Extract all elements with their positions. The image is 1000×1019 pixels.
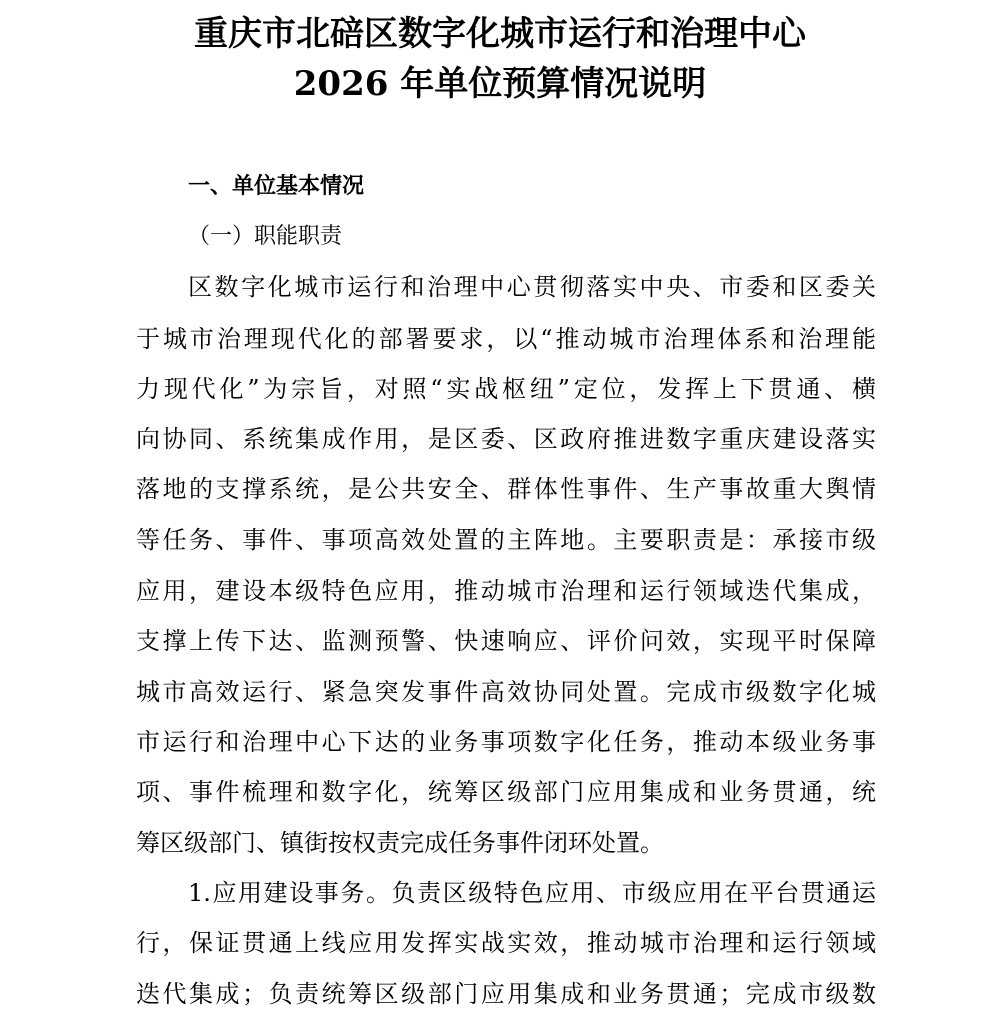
paragraph-line: 筹区级部门、镇街按权责完成任务事件闭环处置。 — [136, 829, 664, 857]
section-heading: 一、单位基本情况 — [188, 174, 365, 199]
paragraph-line: 迭代集成；负责统筹区级部门应用集成和业务贯通；完成市级数 — [136, 980, 876, 1008]
paragraph-line: 市运行和治理中心下达的业务事项数字化任务，推动本级业务事 — [136, 728, 876, 756]
paragraph-line: 于城市治理现代化的部署要求，以“推动城市治理体系和治理能 — [136, 325, 876, 353]
subsection-heading: （一）职能职责 — [188, 224, 343, 249]
paragraph-line: 应用，建设本级特色应用，推动城市治理和运行领域迭代集成， — [136, 577, 876, 605]
paragraph-line: 1.应用建设事务。负责区级特色应用、市级应用在平台贯通运 — [188, 879, 876, 907]
paragraph-line: 力现代化”为宗旨，对照“实战枢纽”定位，发挥上下贯通、横 — [136, 375, 876, 403]
document-title-line-1: 重庆市北碚区数字化城市运行和治理中心 — [194, 14, 806, 54]
paragraph-line: 等任务、事件、事项高效处置的主阵地。主要职责是：承接市级 — [136, 526, 876, 554]
paragraph-line: 落地的支撑系统，是公共安全、群体性事件、生产事故重大舆情 — [136, 475, 876, 503]
document-title-line-2: 2026 年单位预算情况说明 — [293, 64, 707, 104]
paragraph-line: 行，保证贯通上线应用发挥实战实效，推动城市治理和运行领域 — [136, 929, 876, 957]
paragraph-line: 支撑上传下达、监测预警、快速响应、评价问效，实现平时保障 — [136, 627, 876, 655]
paragraph-line: 区数字化城市运行和治理中心贯彻落实中央、市委和区委关 — [188, 273, 876, 301]
paragraph-line: 项、事件梳理和数字化，统筹区级部门应用集成和业务贯通，统 — [136, 778, 876, 806]
paragraph-line: 向协同、系统集成作用，是区委、区政府推进数字重庆建设落实 — [136, 425, 876, 453]
paragraph-line: 城市高效运行、紧急突发事件高效协同处置。完成市级数字化城 — [136, 678, 876, 706]
